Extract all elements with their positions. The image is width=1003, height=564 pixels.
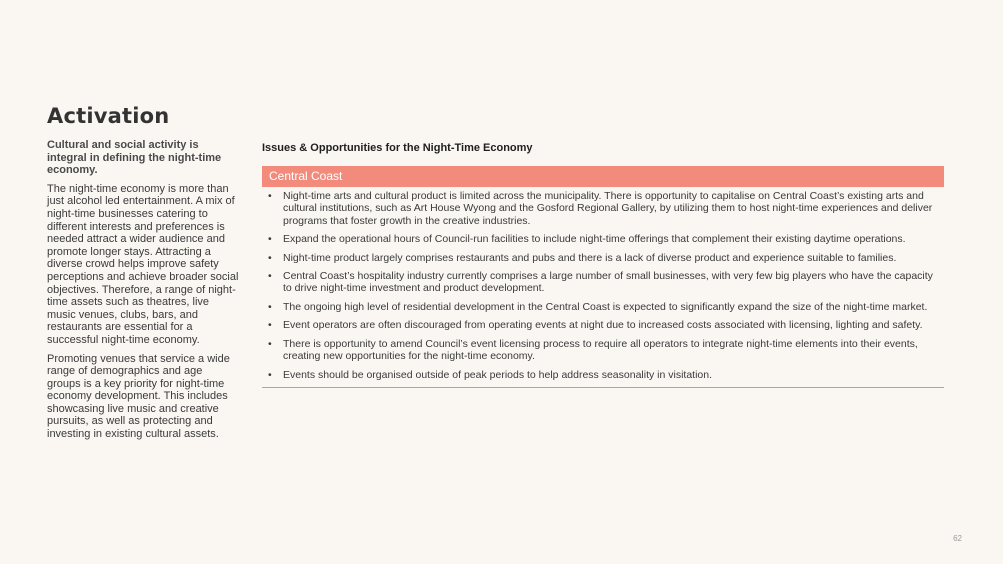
list-item-text: Central Coast’s hospitality industry currently comprises a large number of small businesses, with very few big players who have the capacity to drive night-time investment and product development. [283, 270, 933, 295]
section-heading: Issues & Opportunities for the Night-Time Economy [262, 142, 533, 154]
bullet-icon: • [268, 337, 272, 350]
page-number: 62 [953, 534, 962, 543]
bullet-icon: • [268, 319, 272, 332]
list-item [262, 369, 944, 381]
list-item-text: Expand the operational hours of Council-run facilities to include night-time offerings that complement their existing daytime operations. [283, 233, 906, 246]
intro-lead: Cultural and social activity is integral in defining the night-time economy. [47, 139, 222, 177]
issues-section [262, 142, 944, 388]
intro-column [47, 139, 239, 447]
bullet-icon: • [268, 233, 272, 246]
list-item-text: There is opportunity to amend Council’s event licensing process to require all operators to integrate night-time elements into their events, creating new opportunities for the night-time economy. [283, 337, 918, 363]
page-title: Activation [47, 104, 170, 128]
bullet-icon: • [268, 300, 272, 313]
intro-paragraph-1: The night-time economy is more than just alcohol led entertainment. A mix of night-time businesses catering to different interests and preferences is needed attract a wider audience and promote longer stays. Attracting a diverse crowd helps improve safety perceptions and achieve broader social objectives. Therefore, a range of night-time assets such as theatres, live music venues, clubs, bars, and restaurants are essential for a successful night-time economy. [47, 182, 239, 346]
list-item [262, 319, 944, 331]
list-item-text: The ongoing high level of residential development in the Central Coast is expected to significantly expand the size of the night-time market. [283, 300, 928, 313]
list-item [262, 301, 944, 313]
list-item [262, 338, 944, 363]
list-item [262, 190, 944, 227]
list-item-text: Event operators are often discouraged from operating events at night due to increased costs associated with licensing, lighting and safety. [283, 319, 923, 332]
list-item-text: Night-time product largely comprises restaurants and pubs and there is a lack of diverse product and experience suitable to families. [283, 251, 897, 264]
region-header: Central Coast [262, 166, 944, 187]
bullet-icon: • [268, 251, 272, 264]
bullet-icon: • [268, 190, 272, 202]
list-item [262, 270, 944, 295]
list-item [262, 233, 944, 245]
bullet-icon: • [268, 368, 272, 381]
issues-list [262, 187, 944, 388]
list-item-text: Events should be organised outside of peak periods to help address seasonality in visitation. [283, 368, 713, 381]
list-item-text: Night-time arts and cultural product is limited across the municipality. There is opportunity to capitalise on Central Coast’s existing arts and cultural institutions, such as Art House Wyong and the Gosford Regional Gallery, by utilizing them to host night-time experiences and deliver programs that foster growth in the creative industries. [283, 190, 933, 227]
intro-paragraph-2: Promoting venues that service a wide range of demographics and age groups is a key priority for night-time economy development. This includes showcasing live music and creative pursuits, as well as protecting and investing in existing cultural assets. [47, 352, 230, 441]
bullet-icon: • [268, 270, 272, 283]
list-item [262, 252, 944, 264]
